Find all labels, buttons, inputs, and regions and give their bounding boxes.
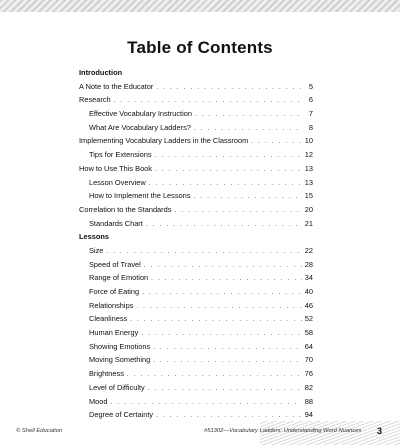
toc-page-number: 52 <box>304 314 313 324</box>
toc-page-number: 40 <box>304 287 313 296</box>
toc-dot-leader <box>106 245 301 259</box>
toc-page-number: 5 <box>308 81 313 91</box>
toc-entry-label: Human Energy <box>89 328 139 338</box>
toc-entry[interactable] <box>79 121 313 135</box>
toc-dot-leader <box>155 163 302 177</box>
toc-entry-label: Lessons <box>79 232 109 242</box>
toc-entry-label: Force of Eating <box>89 287 140 296</box>
toc-page-number: 28 <box>304 259 313 269</box>
toc-entry-label: Correlation to the Standards <box>79 204 172 214</box>
toc-dot-leader <box>251 135 302 149</box>
toc-dot-leader <box>194 122 302 136</box>
toc-page-number: 76 <box>304 369 313 379</box>
toc-entry[interactable] <box>79 312 313 326</box>
toc-dot-leader <box>148 382 302 396</box>
toc-dot-leader <box>127 368 302 382</box>
toc-entry-label: Standards Chart <box>89 218 143 228</box>
toc-dot-leader <box>142 286 302 300</box>
toc-entry-label: What Are Vocabulary Ladders? <box>89 122 191 132</box>
toc-entry-label: A Note to the Educator <box>79 81 154 91</box>
toc-entry-label: Range of Emotion <box>89 273 149 283</box>
toc-entry[interactable] <box>79 271 313 285</box>
toc-entry[interactable] <box>79 93 313 107</box>
toc-entry[interactable] <box>79 162 313 176</box>
toc-dot-leader <box>174 204 301 218</box>
footer-book-title: #51302—Vocabulary Ladders: Understanding Word Nuances <box>204 428 362 434</box>
toc-dot-leader <box>111 396 302 410</box>
toc-page-number: 6 <box>308 95 313 105</box>
toc-page-number: 10 <box>304 136 313 146</box>
toc-entry-label: Relationships <box>89 300 134 310</box>
toc-entry[interactable] <box>79 244 313 258</box>
toc-entry-label: Tips for Extensions <box>89 150 152 160</box>
toc-page-number: 88 <box>304 396 313 406</box>
toc-dot-leader <box>146 218 302 232</box>
toc-entry-label: Brightness <box>89 369 124 379</box>
toc-entry[interactable] <box>79 285 313 299</box>
toc-entry[interactable] <box>79 395 313 409</box>
toc-page-number: 58 <box>304 328 313 338</box>
footer-page-number: 3 <box>376 426 382 436</box>
toc-entry-label: Research <box>79 95 111 105</box>
toc-entry[interactable] <box>79 107 313 121</box>
toc-dot-leader <box>155 149 302 163</box>
toc-page-number: 34 <box>304 273 313 283</box>
toc-entry[interactable] <box>79 299 313 313</box>
toc-page-number: 12 <box>304 150 313 160</box>
toc-entry-label: How to Implement the Lessons <box>89 191 191 201</box>
toc-page-number: 13 <box>304 163 313 173</box>
toc-entry[interactable] <box>79 367 313 381</box>
toc-page-number: 46 <box>304 300 313 310</box>
toc-dot-leader <box>141 327 301 341</box>
toc-page-number: 21 <box>304 218 313 228</box>
toc-entry[interactable] <box>79 148 313 162</box>
toc-entry-label: Degree of Certainty <box>89 410 154 420</box>
toc-entry[interactable] <box>79 408 313 422</box>
toc-entry[interactable] <box>79 353 313 367</box>
page-title: Table of Contents <box>127 38 273 57</box>
toc-dot-leader <box>156 81 302 95</box>
toc-entry[interactable] <box>79 203 313 217</box>
toc-section-heading <box>79 230 313 244</box>
toc-entry[interactable] <box>79 326 313 340</box>
toc-entry[interactable] <box>79 80 313 94</box>
toc-dot-leader <box>144 259 302 273</box>
toc-dot-leader <box>149 177 302 191</box>
toc-entry[interactable] <box>79 134 313 148</box>
toc-dot-leader <box>193 190 301 204</box>
toc-page-number: 8 <box>308 122 313 132</box>
toc-entry[interactable] <box>79 258 313 272</box>
toc-page-number: 13 <box>304 177 313 187</box>
toc-section-heading <box>79 66 313 80</box>
toc-page-number: 15 <box>304 191 313 201</box>
table-of-contents <box>79 66 313 422</box>
toc-page-number: 20 <box>304 204 313 214</box>
toc-dot-leader <box>130 313 302 327</box>
toc-entry-label: Speed of Travel <box>89 259 141 269</box>
toc-entry-label: Implementing Vocabulary Ladders in the Classroom <box>79 136 249 146</box>
toc-entry-label: Size <box>89 245 104 255</box>
toc-dot-leader <box>153 354 302 368</box>
toc-page-number: 22 <box>304 245 313 255</box>
toc-dot-leader <box>136 300 301 314</box>
toc-dot-leader <box>151 272 302 286</box>
toc-entry[interactable] <box>79 381 313 395</box>
toc-page-number: 94 <box>304 410 313 420</box>
toc-entry-label: Mood <box>89 396 108 406</box>
toc-entry-label: Moving Something <box>89 355 151 365</box>
toc-entry-label: Effective Vocabulary Instruction <box>89 109 192 119</box>
toc-dot-leader <box>153 341 302 355</box>
toc-dot-leader <box>114 94 302 108</box>
toc-page-number: 64 <box>304 341 313 351</box>
footer-publisher: © Shell Education <box>16 428 63 434</box>
toc-entry[interactable] <box>79 217 313 231</box>
toc-dot-leader <box>195 108 302 122</box>
toc-entry[interactable] <box>79 176 313 190</box>
top-decorative-band <box>0 0 400 12</box>
toc-entry-label: Introduction <box>79 68 123 77</box>
toc-page-number: 82 <box>304 382 313 392</box>
toc-entry-label: Lesson Overview <box>89 177 146 187</box>
toc-page-number: 7 <box>308 109 313 119</box>
toc-entry[interactable] <box>79 189 313 203</box>
toc-entry-label: How to Use This Book <box>79 163 152 173</box>
toc-entry-label: Showing Emotions <box>89 341 151 351</box>
toc-entry-label: Cleanliness <box>89 314 128 324</box>
toc-page-number: 70 <box>304 355 313 365</box>
toc-entry-label: Level of Difficulty <box>89 382 145 392</box>
page-footer <box>0 421 400 445</box>
toc-entry[interactable] <box>79 340 313 354</box>
